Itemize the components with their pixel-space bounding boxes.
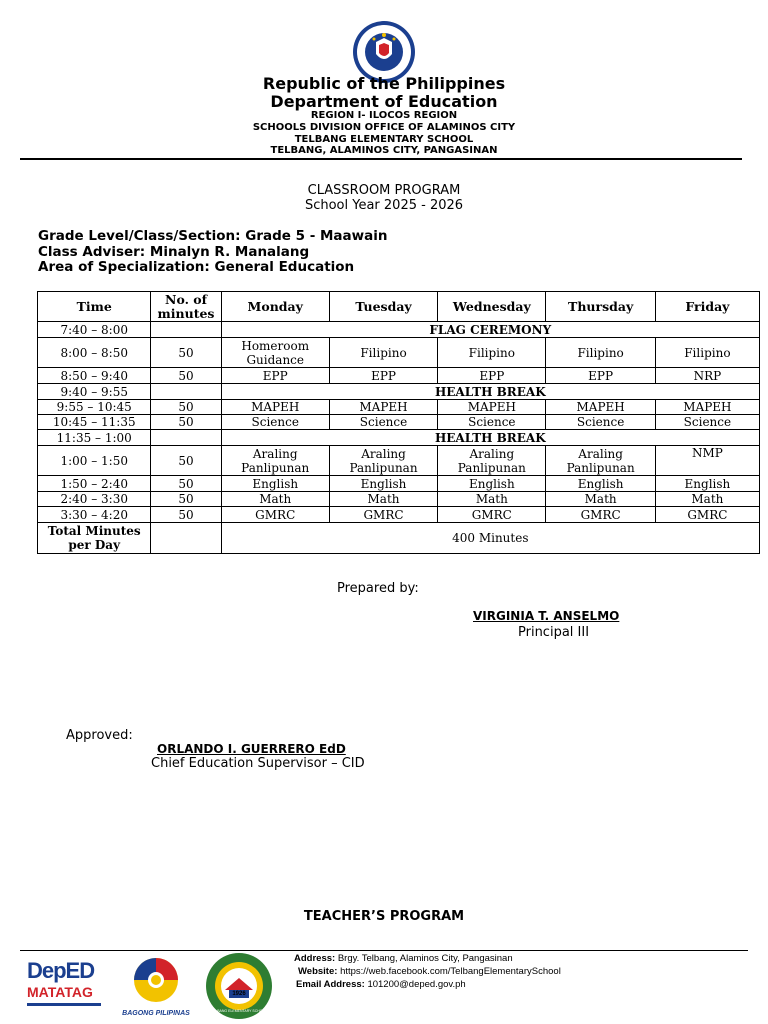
subject-cell: GMRC <box>438 507 546 523</box>
subject-cell: NMP <box>655 446 759 476</box>
time-cell: 10:45 – 11:35 <box>38 415 151 430</box>
time-cell: 3:30 – 4:20 <box>38 507 151 523</box>
bagong-pilipinas-logo <box>116 954 196 1020</box>
subject-cell: MAPEH <box>221 400 329 415</box>
table-row <box>38 492 760 507</box>
time-cell: 9:55 – 10:45 <box>38 400 151 415</box>
minutes-cell <box>151 322 221 338</box>
header-divider <box>20 158 742 160</box>
minutes-cell: 50 <box>151 368 221 384</box>
subject-cell: English <box>221 476 329 492</box>
minutes-cell: 50 <box>151 507 221 523</box>
school-address-line: TELBANG, ALAMINOS CITY, PANGASINAN <box>270 145 498 156</box>
time-cell: 1:00 – 1:50 <box>38 446 151 476</box>
subject-cell: English <box>655 476 759 492</box>
prepared-name: VIRGINIA T. ANSELMO <box>473 609 620 623</box>
minutes-cell: 50 <box>151 415 221 430</box>
subject-cell: English <box>329 476 437 492</box>
subject-cell: Homeroom Guidance <box>221 338 329 368</box>
deped-wordmark: DepED <box>27 958 95 983</box>
school-line: TELBANG ELEMENTARY SCHOOL <box>294 134 474 145</box>
adviser-info: Class Adviser: Minalyn R. Manalang <box>38 244 310 260</box>
email-link[interactable]: 101200@deped.gov.ph <box>367 979 466 990</box>
minutes-cell: 50 <box>151 446 221 476</box>
school-logo-text: TELBANG ELEMENTARY SCHOOL <box>210 1009 268 1013</box>
subject-cell: MAPEH <box>329 400 437 415</box>
subject-cell: Filipino <box>329 338 437 368</box>
approved-label: Approved: <box>66 728 133 743</box>
subject-cell: EPP <box>438 368 546 384</box>
subject-cell: Math <box>329 492 437 507</box>
subject-cell: MAPEH <box>546 400 655 415</box>
time-cell: 9:40 – 9:55 <box>38 384 151 400</box>
subject-cell: NRP <box>655 368 759 384</box>
subject-cell: GMRC <box>546 507 655 523</box>
time-cell: 1:50 – 2:40 <box>38 476 151 492</box>
subject-cell: English <box>438 476 546 492</box>
bagong-pilipinas-text: BAGONG PILIPINAS <box>122 1010 190 1017</box>
website-label: Website: <box>298 966 338 977</box>
health-break-cell: HEALTH BREAK <box>221 430 759 446</box>
minutes-cell <box>151 430 221 446</box>
minutes-cell: 50 <box>151 338 221 368</box>
table-row <box>38 322 760 338</box>
header-friday: Friday <box>655 292 759 322</box>
subject-cell: Science <box>655 415 759 430</box>
header-minutes: No. of minutes <box>151 292 221 322</box>
total-minutes-empty <box>151 523 221 554</box>
subject-cell: Araling Panlipunan <box>329 446 437 476</box>
subject-cell: Science <box>329 415 437 430</box>
republic-heading: Republic of the Philippines <box>262 74 506 93</box>
subject-cell: MAPEH <box>655 400 759 415</box>
subject-cell: Math <box>221 492 329 507</box>
school-logo <box>205 952 273 1020</box>
deped-matatag-logo <box>27 958 105 1020</box>
total-row <box>38 523 760 554</box>
subject-cell: EPP <box>546 368 655 384</box>
footer-email <box>296 978 466 992</box>
health-break-cell: HEALTH BREAK <box>221 384 759 400</box>
header-wednesday: Wednesday <box>438 292 546 322</box>
header-tuesday: Tuesday <box>329 292 437 322</box>
subject-cell: GMRC <box>221 507 329 523</box>
department-heading: Department of Education <box>270 92 498 111</box>
time-cell: 8:50 – 9:40 <box>38 368 151 384</box>
document-title: CLASSROOM PROGRAM <box>307 183 461 198</box>
matatag-underline <box>27 1003 101 1006</box>
subject-cell: MAPEH <box>438 400 546 415</box>
address-value: Brgy. Telbang, Alaminos City, Pangasinan <box>337 953 513 964</box>
table-row <box>38 368 760 384</box>
grade-level-info: Grade Level/Class/Section: Grade 5 - Maawain <box>38 228 388 244</box>
subject-cell: Science <box>546 415 655 430</box>
subject-cell: Araling Panlipunan <box>546 446 655 476</box>
table-row <box>38 507 760 523</box>
subject-cell: Filipino <box>546 338 655 368</box>
subject-cell: EPP <box>329 368 437 384</box>
minutes-cell: 50 <box>151 492 221 507</box>
subject-cell: Math <box>438 492 546 507</box>
minutes-cell <box>151 384 221 400</box>
subject-cell: Araling Panlipunan <box>221 446 329 476</box>
subject-cell: Math <box>655 492 759 507</box>
school-year: School Year 2025 - 2026 <box>304 198 464 213</box>
table-row <box>38 415 760 430</box>
header-thursday: Thursday <box>546 292 655 322</box>
table-row <box>38 446 760 476</box>
subject-cell: GMRC <box>329 507 437 523</box>
subject-cell: Filipino <box>655 338 759 368</box>
table-row <box>38 476 760 492</box>
address-label: Address: <box>294 953 336 964</box>
time-cell: 11:35 – 1:00 <box>38 430 151 446</box>
flag-ceremony-cell: FLAG CEREMONY <box>221 322 759 338</box>
table-row <box>38 338 760 368</box>
subject-cell: English <box>546 476 655 492</box>
subject-cell: Filipino <box>438 338 546 368</box>
subject-cell: Science <box>438 415 546 430</box>
footer-address <box>294 952 513 966</box>
total-value: 400 Minutes <box>221 523 759 554</box>
minutes-cell: 50 <box>151 400 221 415</box>
prepared-title: Principal III <box>518 625 590 640</box>
subject-cell: Math <box>546 492 655 507</box>
website-link[interactable]: https://web.facebook.com/TelbangElementarySchool <box>340 966 561 977</box>
subject-cell: Science <box>221 415 329 430</box>
subject-cell: GMRC <box>655 507 759 523</box>
table-header-row <box>38 292 760 322</box>
approved-name: ORLANDO I. GUERRERO EdD <box>157 742 346 756</box>
prepared-label: Prepared by: <box>337 581 419 596</box>
footer-website <box>298 965 561 979</box>
footer-divider <box>20 950 748 951</box>
email-label: Email Address: <box>296 979 365 990</box>
school-logo-year: 1926 <box>232 991 246 997</box>
schedule-table <box>37 291 760 554</box>
header-time: Time <box>38 292 151 322</box>
specialization-info: Area of Specialization: General Education <box>38 259 355 275</box>
matatag-wordmark: MATATAG <box>27 984 93 1000</box>
minutes-cell: 50 <box>151 476 221 492</box>
time-cell: 7:40 – 8:00 <box>38 322 151 338</box>
header-monday: Monday <box>221 292 329 322</box>
table-row <box>38 384 760 400</box>
time-cell: 2:40 – 3:30 <box>38 492 151 507</box>
bagong-pilipinas-emblem-icon <box>116 954 196 1006</box>
division-line: SCHOOLS DIVISION OFFICE OF ALAMINOS CITY <box>252 122 516 133</box>
subject-cell: EPP <box>221 368 329 384</box>
subject-cell: Araling Panlipunan <box>438 446 546 476</box>
teachers-program-label: TEACHER’S PROGRAM <box>303 909 465 924</box>
region-line: REGION I- ILOCOS REGION <box>310 110 458 121</box>
approved-title: Chief Education Supervisor – CID <box>151 756 365 771</box>
table-row <box>38 400 760 415</box>
time-cell: 8:00 – 8:50 <box>38 338 151 368</box>
total-label: Total Minutes per Day <box>38 523 151 554</box>
table-row <box>38 430 760 446</box>
